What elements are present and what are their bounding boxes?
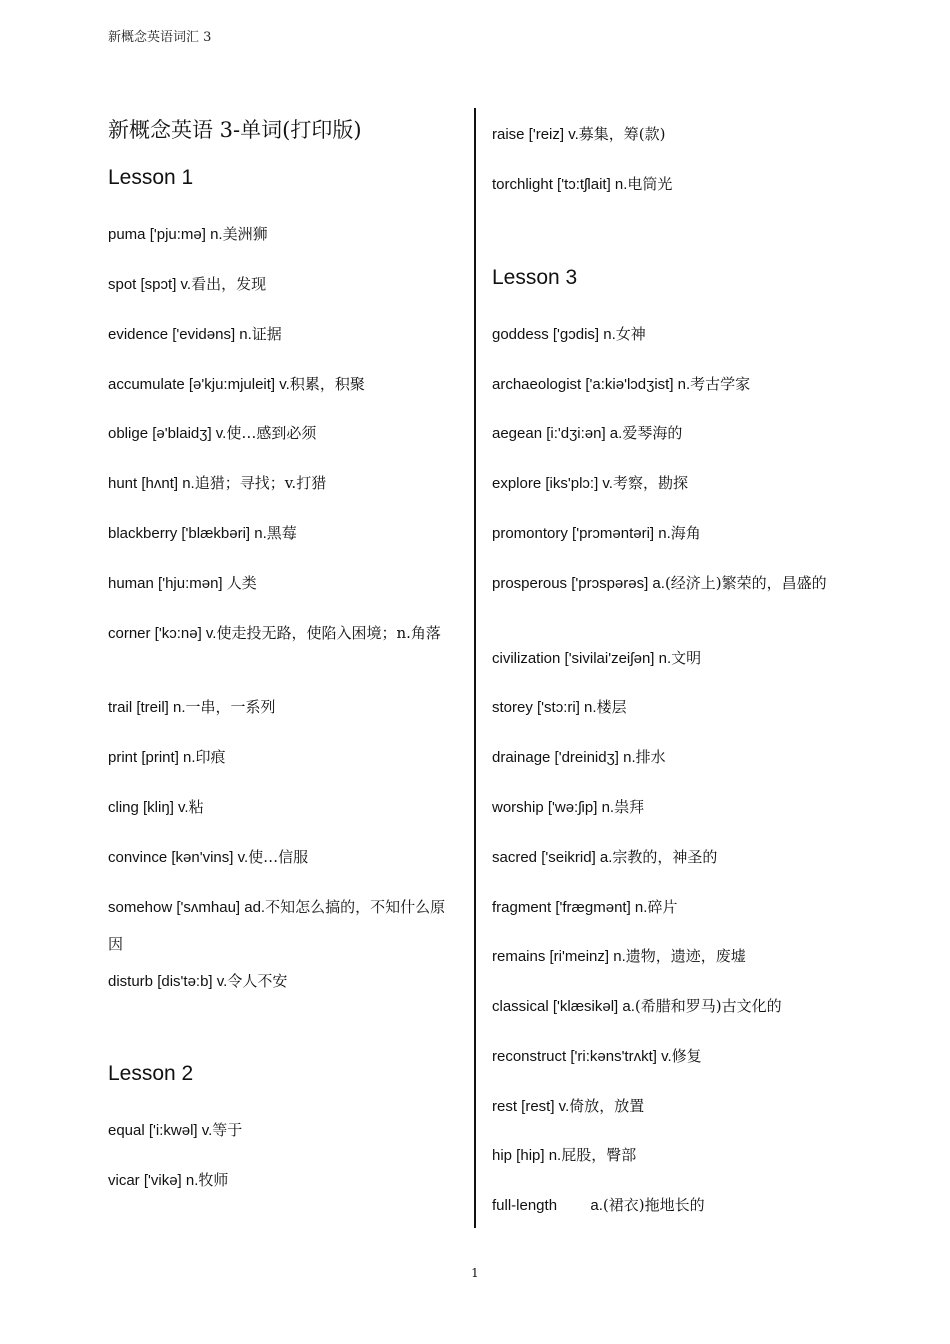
- entry-word: fragment ['frægmənt] n.: [492, 899, 648, 916]
- lesson-heading: Lesson 3: [492, 266, 578, 289]
- entry-word: storey ['stɔ:ri] n.: [492, 699, 597, 716]
- entry-word: accumulate [ə'kju:mjuleit] v.: [108, 376, 290, 393]
- entry-meaning: 募集，筹(款): [578, 125, 666, 143]
- entry-word: corner ['kɔ:nə] v.: [108, 625, 217, 642]
- entry-word: convince [kən'vins] v.: [108, 849, 249, 866]
- entry-word: goddess ['gɔdis] n.: [492, 326, 616, 343]
- entry-meaning: 使…感到必须: [226, 424, 317, 442]
- vocab-entry: [492, 839, 717, 876]
- vocab-entry: [492, 938, 746, 975]
- vocab-entry: [108, 565, 257, 602]
- vocab-entry: [108, 316, 282, 353]
- entry-word: worship ['wə:ʃip] n.: [492, 799, 615, 816]
- vocab-entry: [492, 316, 646, 353]
- entry-word: cling [kliŋ] v.: [108, 799, 189, 816]
- entry-meaning: 积累，积聚: [289, 375, 365, 393]
- vocab-entry: [492, 739, 666, 776]
- entry-word: hip [hip] n.: [492, 1147, 562, 1164]
- entry-word: disturb [dis'tə:b] v.: [108, 973, 228, 990]
- entry-word: drainage ['dreinidʒ] n.: [492, 749, 636, 766]
- vocab-entry: [108, 615, 458, 652]
- entry-meaning: 使走投无路，使陷入困境；n.角落: [216, 624, 441, 642]
- entry-meaning: 女神: [615, 325, 646, 343]
- entry-meaning: 粘: [188, 798, 204, 816]
- column-divider: [474, 108, 476, 1228]
- entry-word: reconstruct ['ri:kəns'trʌkt] v.: [492, 1048, 672, 1065]
- entry-meaning: 牧师: [198, 1171, 229, 1189]
- entry-meaning: 海角: [670, 524, 701, 542]
- entry-meaning: (希腊和罗马)古文化的: [634, 997, 782, 1015]
- entry-word: raise ['reiz] v.: [492, 126, 579, 143]
- vocab-entry: [492, 415, 682, 452]
- entry-meaning: 证据: [251, 325, 282, 343]
- entry-word: hunt [hʌnt] n.: [108, 475, 195, 492]
- entry-meaning: 考察，勘探: [612, 474, 688, 492]
- vocab-entry: [108, 789, 204, 826]
- entry-word: evidence ['evidəns] n.: [108, 326, 252, 343]
- vocab-entry: [108, 515, 297, 552]
- entry-word: torchlight ['tɔ:tʃlait] n.: [492, 176, 628, 193]
- vocab-entry: [492, 1187, 705, 1224]
- vocab-entry: [492, 1137, 636, 1174]
- vocab-entry: [492, 116, 666, 153]
- entry-meaning: 屁股，臀部: [561, 1146, 637, 1164]
- vocab-entry: [108, 465, 326, 502]
- entry-word: explore [iks'plɔ:] v.: [492, 475, 613, 492]
- entry-meaning: 等于: [212, 1121, 243, 1139]
- vocab-entry: [108, 689, 276, 726]
- vocab-entry: [108, 216, 268, 253]
- entry-meaning: 宗教的，神圣的: [612, 848, 718, 866]
- vocab-entry: [108, 739, 226, 776]
- entry-meaning: 追猎；寻找；v.打猎: [194, 474, 327, 492]
- entry-meaning: 人类: [226, 574, 257, 592]
- vocab-entry: [108, 266, 266, 303]
- entry-meaning: 使…信服: [248, 848, 309, 866]
- vocab-entry: [492, 889, 677, 926]
- vocab-entry: [108, 1162, 228, 1199]
- entry-word: trail [treil] n.: [108, 699, 186, 716]
- entry-word: prosperous ['prɔspərəs] a.: [492, 575, 665, 592]
- entry-word: spot [spɔt] v.: [108, 276, 192, 293]
- entry-word: civilization ['sivilai'zeiʃən] n.: [492, 650, 672, 667]
- entry-meaning: 看出，发现: [191, 275, 267, 293]
- vocab-entry: [492, 565, 852, 602]
- entry-meaning: 倚放，放置: [569, 1097, 645, 1115]
- vocab-entry: [108, 366, 365, 403]
- vocab-entry: [492, 465, 688, 502]
- vocab-entry: [492, 166, 672, 203]
- vocab-entry: [108, 839, 308, 876]
- vocab-entry: [492, 789, 644, 826]
- document-title: 新概念英语 3-单词(打印版): [108, 118, 362, 142]
- vocab-entry: [492, 689, 627, 726]
- entry-word: remains [ri'meinz] n.: [492, 948, 626, 965]
- entry-word: oblige [ə'blaidʒ] v.: [108, 425, 227, 442]
- entry-word: archaeologist ['a:kiə'lɔdʒist] n.: [492, 376, 691, 393]
- entry-meaning: 祟拜: [614, 798, 645, 816]
- entry-meaning: (经济上)繁荣的，昌盛的: [664, 574, 827, 592]
- entry-meaning: 文明: [671, 649, 702, 667]
- entry-word: vicar ['vikə] n.: [108, 1172, 199, 1189]
- entry-word: rest [rest] v.: [492, 1098, 570, 1115]
- entry-meaning: 爱琴海的: [622, 424, 683, 442]
- entry-meaning: 遗物，遗迹，废墟: [625, 947, 746, 965]
- entry-meaning: 黑莓: [266, 524, 297, 542]
- entry-word: puma ['pju:mə] n.: [108, 226, 223, 243]
- entry-meaning: 不知怎么搞的，不知什么原因: [108, 898, 446, 953]
- entry-meaning: 楼层: [596, 698, 627, 716]
- entry-meaning: 电筒光: [627, 175, 673, 193]
- entry-word: promontory ['prɔməntəri] n.: [492, 525, 671, 542]
- vocab-entry: [492, 988, 782, 1025]
- entry-word: human ['hju:mən]: [108, 575, 227, 592]
- entry-word: sacred ['seikrid] a.: [492, 849, 613, 866]
- entry-meaning: 美洲狮: [222, 225, 268, 243]
- lesson-heading: Lesson 2: [108, 1062, 194, 1085]
- entry-meaning: (裙衣)拖地长的: [602, 1196, 705, 1214]
- entry-meaning: 修复: [671, 1047, 702, 1065]
- vocab-entry: [108, 963, 287, 1000]
- vocab-entry: [492, 1038, 702, 1075]
- entry-word: aegean [i:'dʒi:ən] a.: [492, 425, 623, 442]
- entry-word: somehow ['sʌmhau] ad.: [108, 899, 266, 916]
- vocab-entry: [492, 1088, 644, 1125]
- vocab-entry: [108, 1112, 242, 1149]
- lesson-heading: Lesson 1: [108, 166, 194, 189]
- entry-word: print [print] n.: [108, 749, 196, 766]
- entry-meaning: 碎片: [647, 898, 678, 916]
- page-number: 1: [471, 1266, 479, 1280]
- entry-meaning: 考古学家: [690, 375, 751, 393]
- entry-word: full-length a.: [492, 1197, 603, 1214]
- entry-word: blackberry ['blækbəri] n.: [108, 525, 267, 542]
- vocab-entry: [108, 415, 316, 452]
- page-header: 新概念英语词汇 3: [108, 30, 212, 45]
- vocab-entry: [108, 889, 458, 963]
- vocab-entry: [492, 640, 701, 677]
- vocab-entry: [492, 515, 701, 552]
- vocab-entry: [492, 366, 750, 403]
- entry-meaning: 印痕: [195, 748, 226, 766]
- entry-word: equal ['i:kwəl] v.: [108, 1122, 213, 1139]
- entry-meaning: 令人不安: [227, 972, 288, 990]
- entry-word: classical ['klæsikəl] a.: [492, 998, 635, 1015]
- entry-meaning: 排水: [635, 748, 666, 766]
- entry-meaning: 一串，一系列: [185, 698, 276, 716]
